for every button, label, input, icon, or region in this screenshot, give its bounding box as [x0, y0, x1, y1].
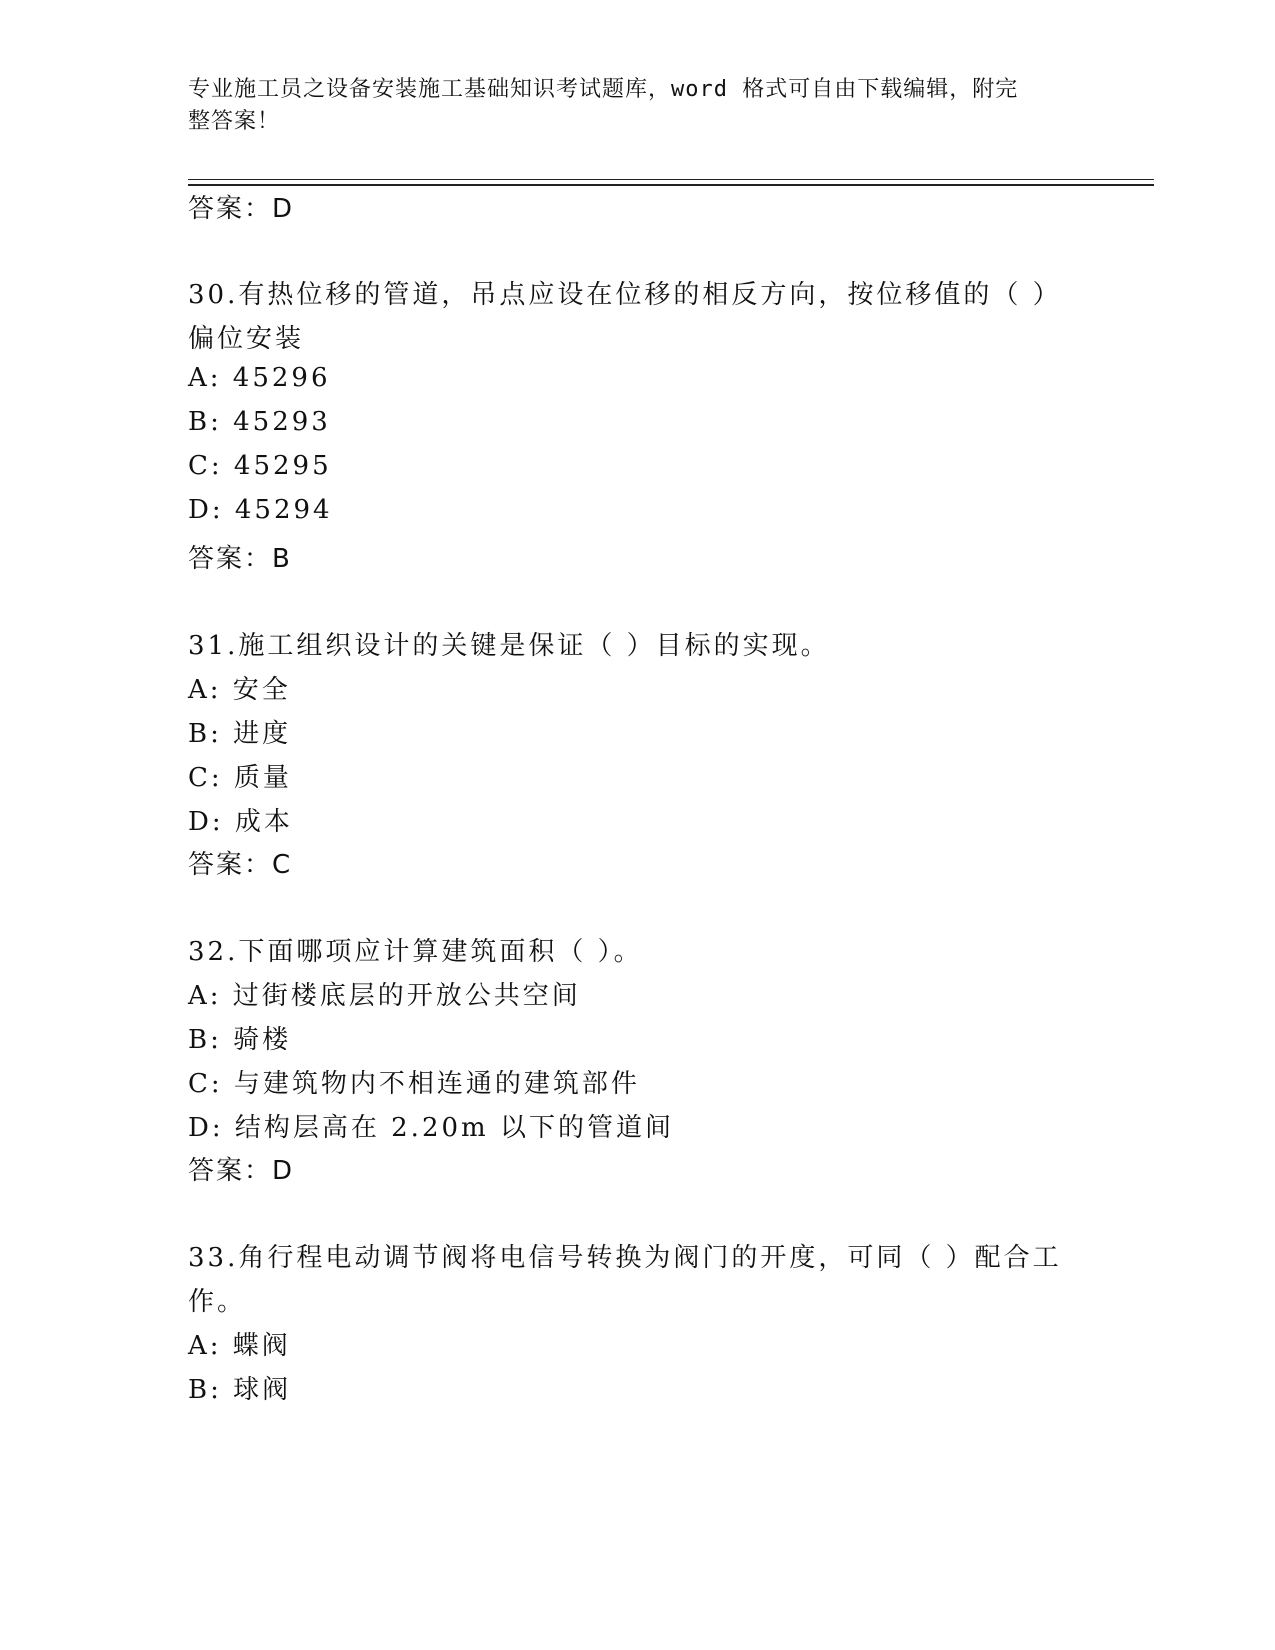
answer-32: 答案：D — [188, 1156, 295, 1186]
document-header — [188, 74, 1088, 138]
question-33-option-a: A: 蝶阀 — [188, 1331, 291, 1361]
header-line-2: 整答案！ — [188, 109, 281, 134]
header-rule-thin — [188, 179, 1154, 180]
question-33-stem-line-1: 33.角行程电动调节阀将电信号转换为阀门的开度，可同（ ）配合工 — [188, 1243, 1062, 1273]
question-32-option-a: A: 过街楼底层的开放公共空间 — [188, 981, 581, 1011]
question-31-stem-line-1: 31.施工组织设计的关键是保证（ ）目标的实现。 — [188, 631, 830, 661]
question-30-option-c: C: 45295 — [188, 451, 332, 481]
question-31-option-d: D: 成本 — [188, 807, 293, 837]
question-30-option-a: A: 45296 — [188, 363, 331, 393]
answer-30: 答案：B — [188, 544, 292, 574]
question-31-option-a: A: 安全 — [188, 675, 291, 705]
answer-29: 答案：D — [188, 194, 295, 224]
question-30-stem-line-1: 30.有热位移的管道，吊点应设在位移的相反方向，按位移值的（ ） — [188, 280, 1062, 310]
question-32-option-b: B: 骑楼 — [188, 1025, 292, 1055]
header-rule-thick — [188, 184, 1154, 186]
question-32-stem-line-1: 32.下面哪项应计算建筑面积（ ）。 — [188, 937, 643, 967]
question-31-option-c: C: 质量 — [188, 763, 292, 793]
question-33-option-b: B: 球阀 — [188, 1375, 292, 1405]
question-32-option-d: D: 结构层高在 2.20m 以下的管道间 — [188, 1113, 674, 1143]
question-31-option-b: B: 进度 — [188, 719, 292, 749]
question-33-stem-line-2: 作。 — [188, 1287, 247, 1317]
question-30-option-d: D: 45294 — [188, 495, 333, 525]
answer-31: 答案：C — [188, 850, 293, 880]
question-30-stem-line-2: 偏位安装 — [188, 324, 305, 354]
question-30-option-b: B: 45293 — [188, 407, 331, 437]
header-line-1: 专业施工员之设备安装施工基础知识考试题库，word 格式可自由下载编辑，附完 — [188, 77, 1019, 102]
question-32-option-c: C: 与建筑物内不相连通的建筑部件 — [188, 1069, 640, 1099]
